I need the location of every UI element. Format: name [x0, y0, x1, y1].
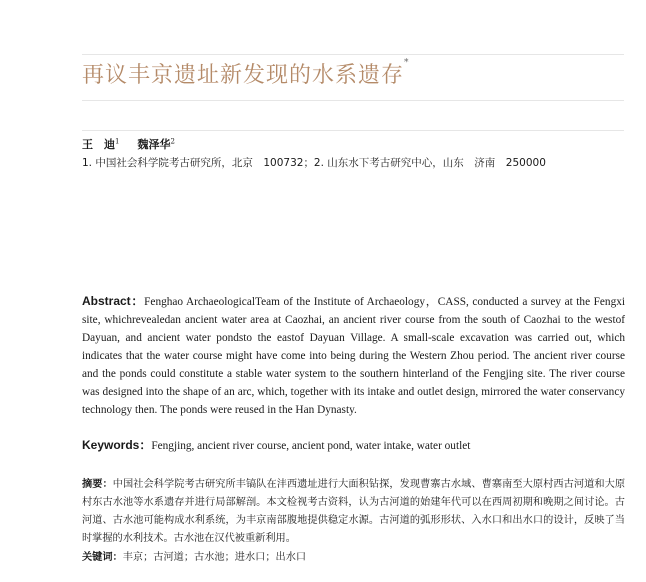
- abstract-cn: [82, 476, 625, 548]
- keywords-cn: [82, 548, 625, 563]
- keywords-label: Keywords：: [82, 438, 152, 452]
- keywords-text: Fengjing, ancient river course, ancient pond, water intake, water outlet: [151, 440, 471, 452]
- author-name: 王 迪: [82, 138, 115, 151]
- cn-abstract-label: 摘要：: [82, 479, 113, 490]
- cn-keywords-label: 关键词：: [82, 552, 123, 563]
- cn-keywords-text: 丰京；古河道；古水池；进水口；出水口: [122, 552, 307, 563]
- author-name: 魏泽华: [137, 138, 171, 151]
- affiliations: 1. 中国社会科学院考古研究所，北京 100732；2. 山东水下考古研究中心，山东 济南 250000: [82, 157, 546, 169]
- title-rule: [82, 100, 624, 101]
- top-rule: [82, 54, 624, 55]
- abstract-label: Abstract：: [82, 294, 145, 308]
- author-rule: [82, 130, 624, 131]
- abstract-text: Fenghao ArchaeologicalTeam of the Institute of Archaeology，CASS, conducted a survey at the Fengxi site, whichrevealedan ancient water area at Caozhai, an ancient river course from the south of Caozhai to the westof Dayuan, and ancient water pondsto the eastof Dayuan Village. A small-scale excavation was carried out, which indicates that the water course might have come into being during the Western Zhou period. The ancient river course and the ponds could constitute a stable water system to the southern hinterland of the Fengjing site. The river course was designed into the shape of an arc, which, together with its intake and outlet design, mirrored the water conservancy technology then. The ponds were reused in the Han Dynasty.: [82, 296, 626, 416]
- title-footnote-mark: *: [404, 58, 410, 68]
- author-line: [82, 136, 175, 152]
- article-title: 再议丰京遗址新发现的水系遗存*: [82, 58, 410, 88]
- abstract-en: [82, 292, 625, 419]
- keywords-en: [82, 436, 625, 453]
- author-affil-sup: 1: [115, 137, 120, 146]
- author-affil-sup: 2: [170, 137, 175, 146]
- cn-abstract-text: 中国社会科学院考古研究所丰镐队在沣西遗址进行大面积钻探，发现曹寨古水域、曹寨南至大原村西古河道和大原村东古水池等水系遗存并进行局部解剖。本文检视考古资料，认为古河道的始建年代可以在西周初期和晚期之间讨论。古河道、古水池可能构成水利系统，为丰京南部腹地提供稳定水源。古河道的弧形形状、入水口和出水口的设计，反映了当时掌握的水利技术。古水池在汉代被重新利用。: [82, 479, 626, 544]
